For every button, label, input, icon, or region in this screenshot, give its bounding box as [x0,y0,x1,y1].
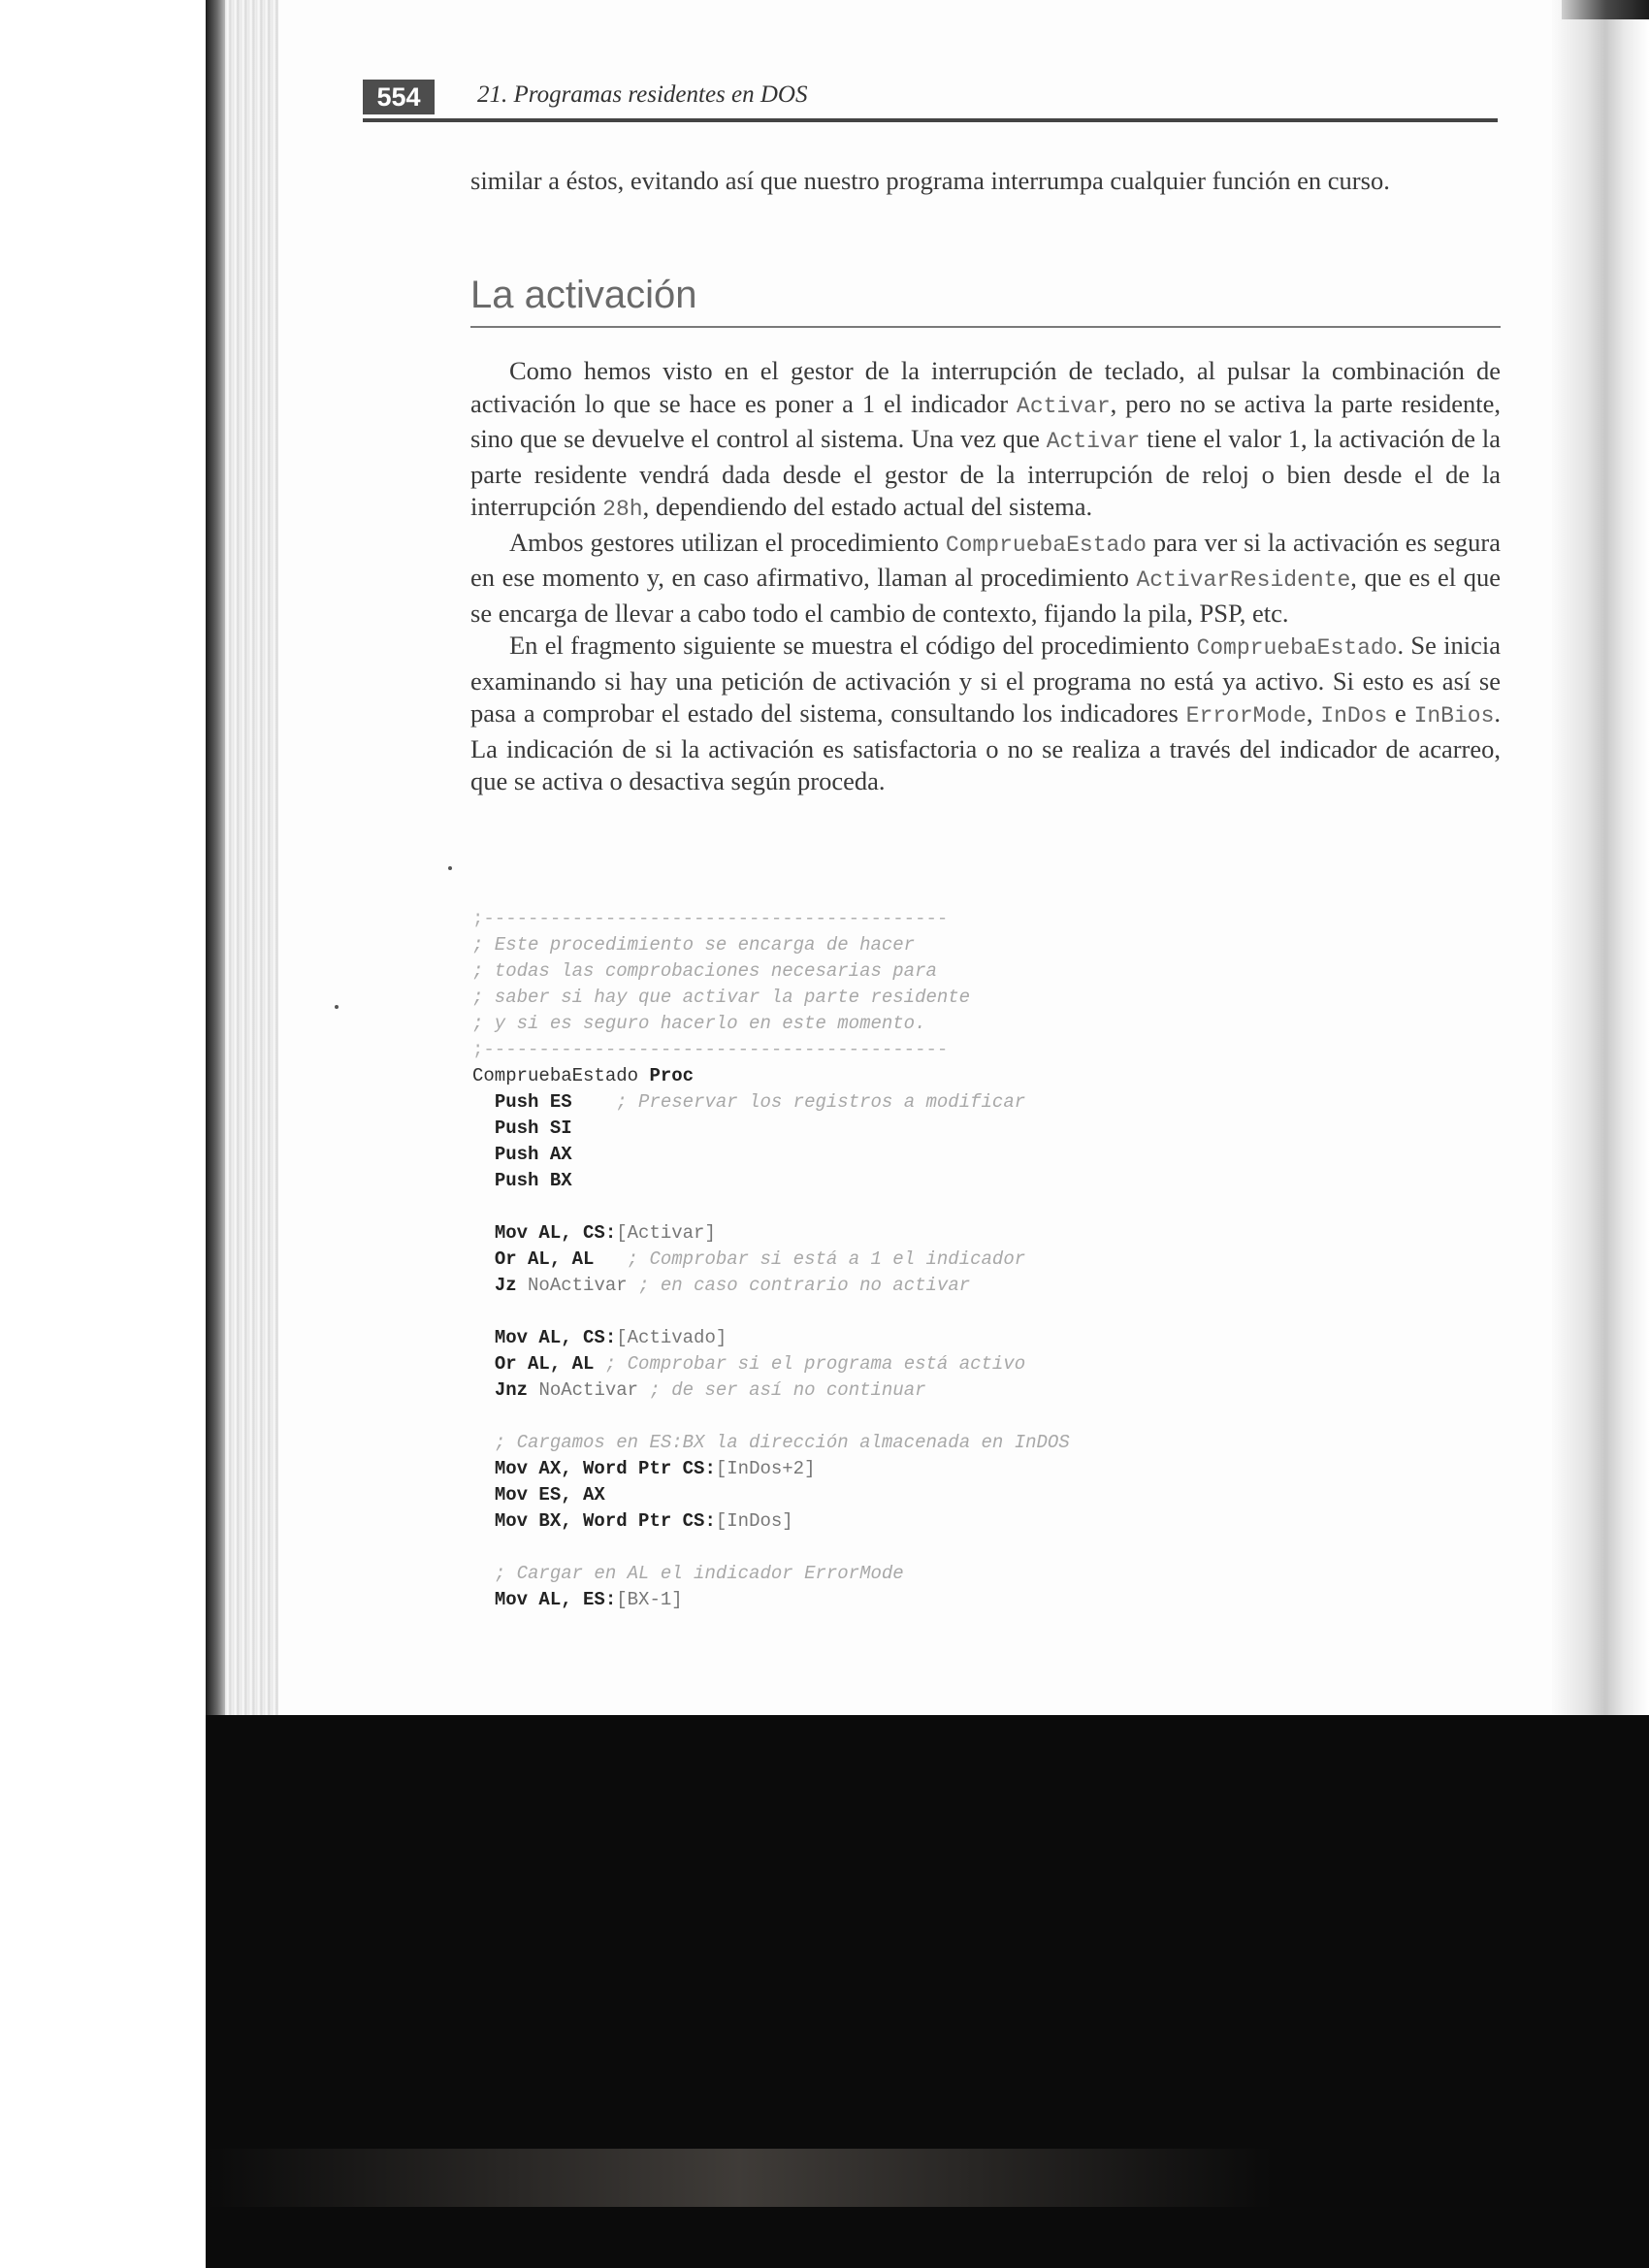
code-line: Mov AL, CS: [494,1222,617,1244]
code-line: Push BX [494,1170,572,1191]
code-line: Or AL, AL [494,1248,595,1270]
scan-margin [0,0,206,2268]
scan-corner-shadow [1562,0,1649,19]
code-comment: ; Comprobar si está a 1 el indicador [627,1248,1026,1270]
intro-text: similar a éstos, evitando así que nuestro programa interrumpa cualquier función en curso. [470,166,1390,195]
code-line: Mov BX, Word Ptr CS: [494,1510,716,1532]
page-header [363,78,1498,122]
code-comment: ; y si es seguro hacerlo en este momento. [472,1013,926,1034]
code-comment: ; en caso contrario no activar [638,1275,971,1296]
code-separator: ;------------------------------------------ [472,908,949,929]
paragraph-1: Como hemos visto en el gestor de la interrupción de teclado, al pulsar la combinación de activación lo que se hace es poner a 1 el indicador Activar, pero no se activa la parte residente, sino que se devuelve el control al sistema. Una vez que Activar tiene el valor 1, la activación de la parte residente vendrá dada desde el gestor de la interrupción de reloj o bien desde el de la interrupción 28h, dependiendo del estado actual del sistema. [470,356,1501,522]
code-comment: ; de ser así no continuar [649,1379,926,1401]
code-comment: ; Preservar los registros a modificar [616,1091,1026,1113]
code-comment: ; Este procedimiento se encarga de hacer [472,934,916,956]
paragraph-2: Ambos gestores utilizan el procedimiento CompruebaEstado para ver si la activación es segura en ese momento y, en caso afirmativo, llaman al procedimiento ActivarResidente, que es el que se encarga de llevar a cabo todo el cambio de contexto, fijando la pila, PSP, etc. [470,527,1502,628]
code-term-indos: InDos [1320,703,1388,729]
code-term-activarresidente: ActivarResidente [1136,567,1351,593]
code-operand: NoActivar [528,1275,628,1296]
proc-keyword: Proc [649,1065,695,1086]
page-number: 554 [363,80,435,114]
code-operand: [InDos] [715,1510,793,1532]
scan-streak [206,2149,1273,2207]
code-operand: [InDos+2] [715,1458,816,1479]
code-comment: ; Cargamos en ES:BX la dirección almacenada en InDOS [494,1432,1070,1453]
code-listing [472,906,1070,1613]
code-line: Jnz [494,1379,529,1401]
code-line: Mov AL, CS: [494,1327,617,1348]
scan-speck [335,1005,339,1009]
code-line: Push AX [494,1144,572,1165]
code-comment: ; saber si hay que activar la parte residente [472,987,971,1008]
code-line: Jz [494,1275,517,1296]
code-line: Or AL, AL [494,1353,595,1375]
code-term-compruebaestado: CompruebaEstado [1196,635,1398,661]
code-term-errormode: ErrorMode [1185,703,1307,729]
code-term-28h: 28h [602,497,643,522]
code-term-activar: Activar [1046,429,1141,454]
code-operand: [BX-1] [616,1589,683,1610]
code-term-inbios: InBios [1413,703,1495,729]
code-operand: NoActivar [538,1379,639,1401]
book-page-edges [225,0,278,1715]
running-title: 21. Programas residentes en DOS [477,81,808,108]
code-line: Mov AL, ES: [494,1589,617,1610]
intro-paragraph [470,165,1501,198]
proc-name: CompruebaEstado [472,1065,639,1086]
code-separator: ;------------------------------------------ [472,1039,949,1060]
body-text [470,355,1501,798]
code-line: Mov AX, Word Ptr CS: [494,1458,716,1479]
paragraph-3: En el fragmento siguiente se muestra el código del procedimiento CompruebaEstado. Se inicia examinando si hay una petición de activación y si el programa no está ya activo. Si esto es así se pasa a comprobar el estado del sistema, consultando los indicadores ErrorMode, InDos e InBios. La indicación de si la activación es satisfactoria o no se realiza a través del indicador de acarreo, que se activa o desactiva según proceda. [470,631,1502,795]
code-operand: [Activado] [616,1327,728,1348]
code-line: Mov ES, AX [494,1484,605,1506]
section-rule [470,326,1501,328]
scan-speck [448,866,452,870]
code-comment: ; todas las comprobaciones necesarias para [472,960,937,982]
book-spine-shadow [206,0,225,1715]
code-term-compruebaestado: CompruebaEstado [945,532,1147,558]
page-gutter-shadow [1552,0,1649,1715]
code-comment: ; Cargar en AL el indicador ErrorMode [494,1563,904,1584]
code-line: Push SI [494,1118,572,1139]
code-term-activar: Activar [1017,393,1111,419]
code-line: Push ES [494,1091,572,1113]
code-operand: [Activar] [616,1222,716,1244]
header-rule [363,118,1498,122]
section-title: La activación [470,274,697,316]
code-comment: ; Comprobar si el programa está activo [604,1353,1026,1375]
